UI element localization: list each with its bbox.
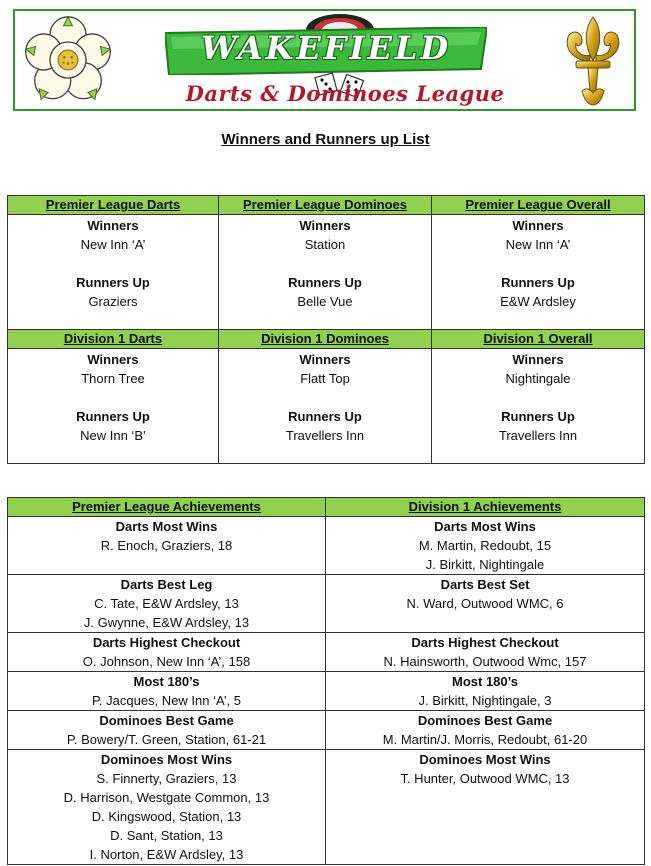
page-title: Winners and Runners up List [221, 131, 430, 148]
runner-up-name: Travellers Inn [498, 428, 578, 443]
achievement-label: Darts Highest Checkout [92, 635, 241, 650]
runners-up-label: Runners Up [288, 275, 362, 290]
achievement-cell [326, 711, 645, 750]
achievements-header-row [8, 498, 645, 517]
achievement-entry: O. Johnson, New Inn ‘A’, 158 [82, 654, 251, 669]
winners-label: Winners [87, 218, 139, 233]
achievement-label: Most 180’s [452, 674, 518, 689]
winners-header-row [8, 330, 645, 349]
achievement-entry: I. Norton, E&W Ardsley, 13 [89, 847, 244, 862]
achievement-entry: M. Martin/J. Morris, Redoubt, 61-20 [382, 732, 588, 747]
category-header: Premier League Darts [8, 196, 219, 215]
achievement-cell [8, 672, 326, 711]
achievement-cell [326, 575, 645, 633]
winners-row [8, 349, 645, 464]
achievement-cell [8, 711, 326, 750]
runner-up-name: E&W Ardsley [500, 294, 576, 309]
winner-name: Flatt Top [300, 371, 350, 386]
category-header: Division 1 Overall [432, 330, 645, 349]
winner-name: Thorn Tree [81, 371, 145, 386]
achievement-entry: D. Harrison, Westgate Common, 13 [63, 790, 270, 805]
winner-name: New Inn ‘A’ [505, 237, 571, 252]
achievement-entry: C. Tate, E&W Ardsley, 13 [94, 596, 239, 611]
winners-label: Winners [512, 352, 564, 367]
runner-up-name: Belle Vue [297, 294, 353, 309]
runners-up-label: Runners Up [76, 409, 150, 424]
achievement-row [8, 517, 645, 575]
achievement-label: Dominoes Most Wins [100, 752, 233, 767]
achievement-label: Darts Most Wins [115, 519, 218, 534]
result-cell [8, 349, 219, 464]
achievement-row [8, 633, 645, 672]
achievement-row [8, 711, 645, 750]
category-header: Premier League Overall [432, 196, 645, 215]
achievement-entry: J. Birkitt, Nightingale, 3 [418, 693, 552, 708]
category-header: Division 1 Dominoes [219, 330, 432, 349]
achievement-label: Dominoes Best Game [417, 713, 553, 728]
fleur-de-lis-icon [562, 15, 624, 107]
achievement-label: Dominoes Best Game [99, 713, 234, 728]
achievement-cell [8, 750, 326, 865]
achievement-label: Darts Highest Checkout [411, 635, 559, 650]
achievement-entry: N. Ward, Outwood WMC, 6 [406, 596, 564, 611]
achievements-header: Premier League Achievements [8, 498, 326, 517]
achievement-cell [8, 575, 326, 633]
achievement-label: Darts Best Leg [120, 577, 213, 592]
yorkshire-rose-icon [23, 15, 113, 105]
result-cell [432, 349, 645, 464]
achievement-entry: N. Hainsworth, Outwood Wmc, 157 [383, 654, 587, 669]
banner-subtitle: Darts & Dominoes League [185, 81, 505, 106]
achievement-cell [326, 750, 645, 865]
winners-header-row [8, 196, 645, 215]
achievement-entry: M. Martin, Redoubt, 15 [418, 538, 552, 553]
achievement-label: Darts Best Set [440, 577, 530, 592]
winners-label: Winners [512, 218, 564, 233]
runner-up-name: Graziers [88, 294, 138, 309]
achievement-label: Darts Most Wins [434, 519, 536, 534]
achievement-entry: S. Finnerty, Graziers, 13 [96, 771, 237, 786]
achievement-entry: P. Bowery/T. Green, Station, 61-21 [66, 732, 267, 747]
achievements-header: Division 1 Achievements [326, 498, 645, 517]
winners-label: Winners [299, 352, 351, 367]
achievement-entry: J. Birkitt, Nightingale [425, 557, 545, 572]
winners-label: Winners [87, 352, 139, 367]
achievement-entry: P. Jacques, New Inn ‘A’, 5 [91, 693, 242, 708]
runner-up-name: Travellers Inn [285, 428, 365, 443]
achievements-table [7, 497, 645, 865]
result-cell [432, 215, 645, 330]
achievement-cell [326, 672, 645, 711]
achievement-cell [8, 517, 326, 575]
achievement-entry: T. Hunter, Outwood WMC, 13 [400, 771, 570, 786]
banner-title: WAKEFIELD [200, 29, 452, 67]
runners-up-label: Runners Up [76, 275, 150, 290]
achievement-row [8, 575, 645, 633]
achievement-row [8, 672, 645, 711]
achievement-cell [326, 517, 645, 575]
winners-row [8, 215, 645, 330]
achievement-row [8, 750, 645, 865]
winner-name: New Inn ‘A’ [80, 237, 146, 252]
achievement-entry: D. Kingswood, Station, 13 [91, 809, 242, 824]
result-cell [219, 349, 432, 464]
runners-up-label: Runners Up [288, 409, 362, 424]
winners-label: Winners [299, 218, 351, 233]
achievement-entry: R. Enoch, Graziers, 18 [100, 538, 233, 553]
achievement-cell [8, 633, 326, 672]
result-cell [8, 215, 219, 330]
result-cell [219, 215, 432, 330]
achievement-entry: D. Sant, Station, 13 [110, 828, 223, 843]
runners-up-label: Runners Up [501, 409, 575, 424]
winner-name: Station [304, 237, 346, 252]
achievement-label: Most 180’s [133, 674, 200, 689]
category-header: Division 1 Darts [8, 330, 219, 349]
runner-up-name: New Inn ‘B’ [80, 428, 146, 443]
category-header: Premier League Dominoes [219, 196, 432, 215]
runners-up-label: Runners Up [501, 275, 575, 290]
achievement-cell [326, 633, 645, 672]
winners-table [7, 195, 645, 464]
achievement-label: Dominoes Most Wins [419, 752, 551, 767]
winner-name: Nightingale [505, 371, 571, 386]
league-banner [13, 9, 636, 111]
achievement-entry: J. Gwynne, E&W Ardsley, 13 [83, 615, 250, 630]
